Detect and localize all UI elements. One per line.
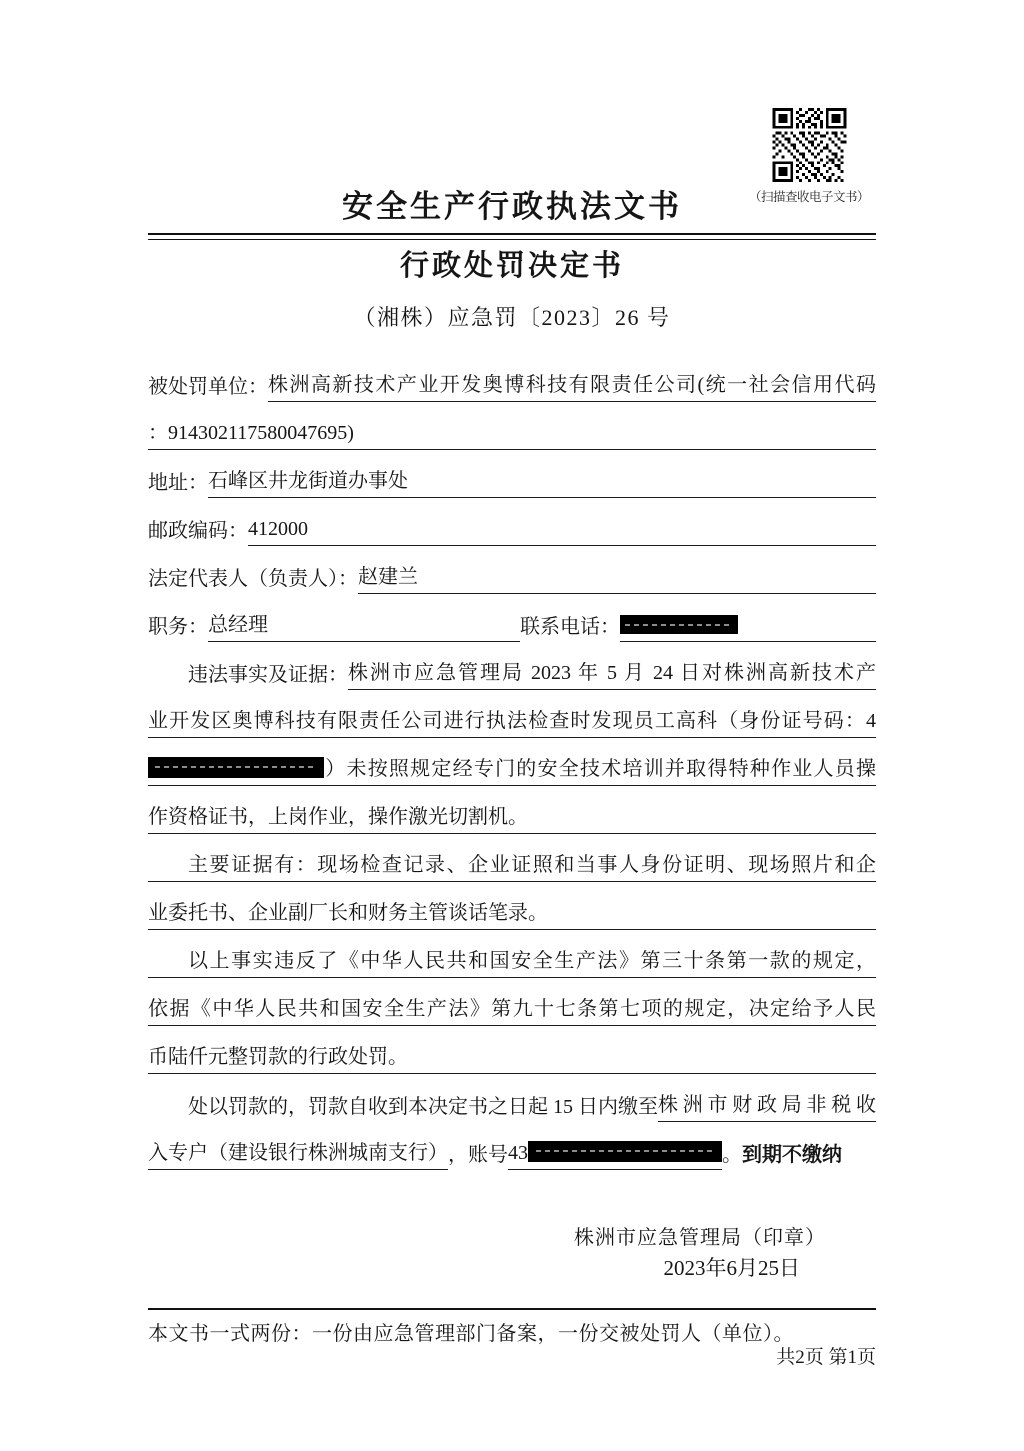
position-value: 总经理: [208, 611, 520, 642]
doc-type-title: 安全生产行政执法文书: [342, 189, 682, 224]
page-title: 行政处罚决定书: [399, 250, 624, 282]
facts-text: 株洲市应急管理局 2023 年 5 月 24 日对株洲高新技术产: [348, 659, 876, 690]
issue-date: 2023年6月25日: [663, 1256, 800, 1280]
evidence-line-2: [148, 882, 876, 930]
phone-redaction-bar: [620, 615, 738, 634]
punished-unit-credit-code: ：914302117580047695): [148, 419, 876, 450]
legal-rep-label: 法定代表人（负责人）：: [148, 568, 358, 590]
account-label: ，账号: [448, 1144, 508, 1166]
facts-line-3: [148, 738, 876, 786]
postcode-value: 412000: [248, 515, 876, 546]
evidence-text: 主要证据有：现场检查记录、企业证照和当事人身份证明、现场照片和企: [148, 851, 876, 882]
facts-line-2: [148, 690, 876, 738]
address-label: 地址：: [148, 472, 208, 494]
id-number-redaction-bar: [148, 757, 324, 778]
qr-code-icon: [766, 108, 853, 182]
header-divider: [148, 233, 876, 240]
footer-note: 本文书一式两份：一份由应急管理部门备案，一份交被处罚人（单位）。: [148, 1323, 794, 1345]
account-number-prefix: 43: [508, 1142, 528, 1164]
phone-value: [620, 611, 876, 642]
field-punished-unit: [148, 354, 876, 402]
overdue-warning-text: 到期不缴纳: [742, 1144, 842, 1166]
doc-number: （湘株）应急罚〔2023〕26 号: [353, 305, 671, 330]
ruling-text: 币陆仟元整罚款的行政处罚。: [148, 1043, 876, 1074]
sentence-period: 。: [722, 1144, 742, 1166]
payment-text: 处以罚款的，罚款自收到本决定书之日起 15 日内缴至: [188, 1096, 658, 1118]
payment-payee: 株洲市财政局非税收: [658, 1091, 876, 1122]
field-address: [148, 450, 876, 498]
legal-rep-value: 赵建兰: [358, 563, 876, 594]
address-value: 石峰区井龙街道办事处: [208, 467, 876, 498]
ruling-line-1: [148, 930, 876, 978]
punished-unit-label: 被处罚单位：: [148, 376, 268, 398]
facts-line-1: [148, 642, 876, 690]
account-number: [508, 1139, 722, 1170]
postcode-label: 邮政编码：: [148, 520, 248, 542]
document-body: [148, 354, 876, 1170]
facts-line-4: [148, 786, 876, 834]
footer-divider: [148, 1308, 876, 1310]
facts-text: 作资格证书，上岗作业，操作激光切割机。: [148, 803, 876, 834]
facts-text: [148, 755, 876, 786]
ruling-line-2: [148, 978, 876, 1026]
facts-label: 违法事实及证据：: [188, 664, 348, 686]
facts-text: 业开发区奥博科技有限责任公司进行执法检查时发现员工高科（身份证号码：4: [148, 707, 876, 738]
evidence-line-1: [148, 834, 876, 882]
position-label: 职务：: [148, 616, 208, 638]
payment-line-1: [148, 1074, 876, 1122]
payment-payee-continued: 入专户（建设银行株洲城南支行）: [148, 1139, 448, 1170]
ruling-text: 以上事实违反了《中华人民共和国安全生产法》第三十条第一款的规定，: [148, 947, 876, 978]
ruling-line-3: [148, 1026, 876, 1074]
ruling-text: 依据《中华人民共和国安全生产法》第九十七条第七项的规定，决定给予人民: [148, 995, 876, 1026]
field-postcode: [148, 498, 876, 546]
phone-label: 联系电话：: [520, 616, 620, 638]
issuing-authority: 株洲市应急管理局（印章）: [574, 1227, 826, 1249]
field-legal-representative: [148, 546, 876, 594]
field-position-and-phone: [148, 594, 876, 642]
payment-line-2: [148, 1122, 876, 1170]
punished-unit-value: 株洲高新技术产业开发奥博科技有限责任公司(统一社会信用代码: [268, 371, 876, 402]
page-indicator: 共2页 第1页: [776, 1347, 876, 1368]
field-punished-unit-continued: [148, 402, 876, 450]
evidence-text: 业委托书、企业副厂长和财务主管谈话笔录。: [148, 899, 876, 930]
qr-caption: （扫描查收电子文书）: [748, 190, 869, 204]
account-redaction-bar: [528, 1141, 722, 1162]
facts-text-after-redaction: ）未按照规定经专门的安全技术培训并取得特种作业人员操: [324, 758, 876, 780]
